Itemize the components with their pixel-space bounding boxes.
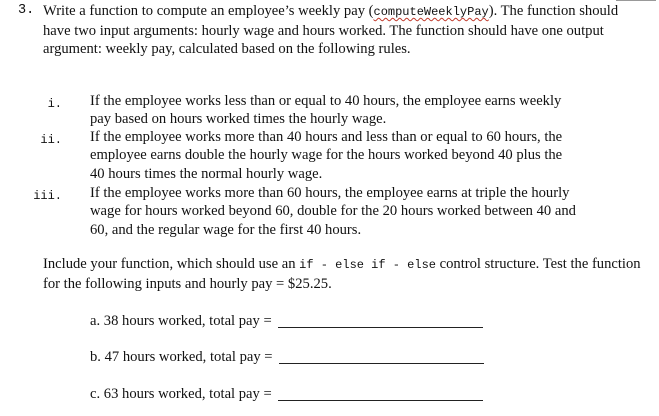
intro-text-end: ). The function should have two input arguments: hourly wage and hours worked. The function should have one output argument: weekly pay, calculated based on the following rules. [43,3,619,57]
answer-blank-a[interactable] [278,326,483,328]
answer-blank-c[interactable] [278,399,483,401]
answer-label-c: c. 63 hours worked, total pay = [90,386,272,402]
problem-intro [43,2,643,59]
rule-text-i: If the employee works less than or equal to 40 hours, the employee earns weekly pay based on hours worked times the hourly wage. [90,93,562,128]
answer-label-b: b. 47 hours worked, total pay = [90,349,273,365]
answer-line-b [90,349,484,366]
answer-blank-b[interactable] [279,362,484,364]
function-name: computeWeeklyPay [373,5,489,19]
rule-text-iii: If the employee works more than 60 hours, the employee earns at triple the hourly wage for hours worked beyond 60, double for the 20 hours worked between 40 and 60, and the regular wage for the first 40 hours. [90,185,576,238]
question-number: 3. [18,3,35,18]
rule-text-ii: If the employee works more than 40 hours and less than or equal to 60 hours, the employee earns double the hourly wage for the hours worked beyond 40 plus the 40 hours times the normal hourly wage. [90,129,563,182]
include-text-start: Include your function, which should use an [43,256,300,272]
top-right-rule [616,0,656,1]
intro-text-start: Write a function to compute an employee’s weekly pay ( [43,3,374,19]
answer-line-c [90,386,483,403]
include-text-end: control structure. Test the function for the following inputs and hourly pay = $25.25. [43,256,641,292]
control-structure-code: if - else if - else [299,258,436,272]
rule-numeral-ii: ii. [40,133,62,147]
rule-numeral-i: i. [47,97,62,111]
rule-numeral-iii: iii. [33,189,62,203]
answer-line-a [90,313,483,330]
include-instructions [43,255,643,293]
answer-label-a: a. 38 hours worked, total pay = [90,313,272,329]
